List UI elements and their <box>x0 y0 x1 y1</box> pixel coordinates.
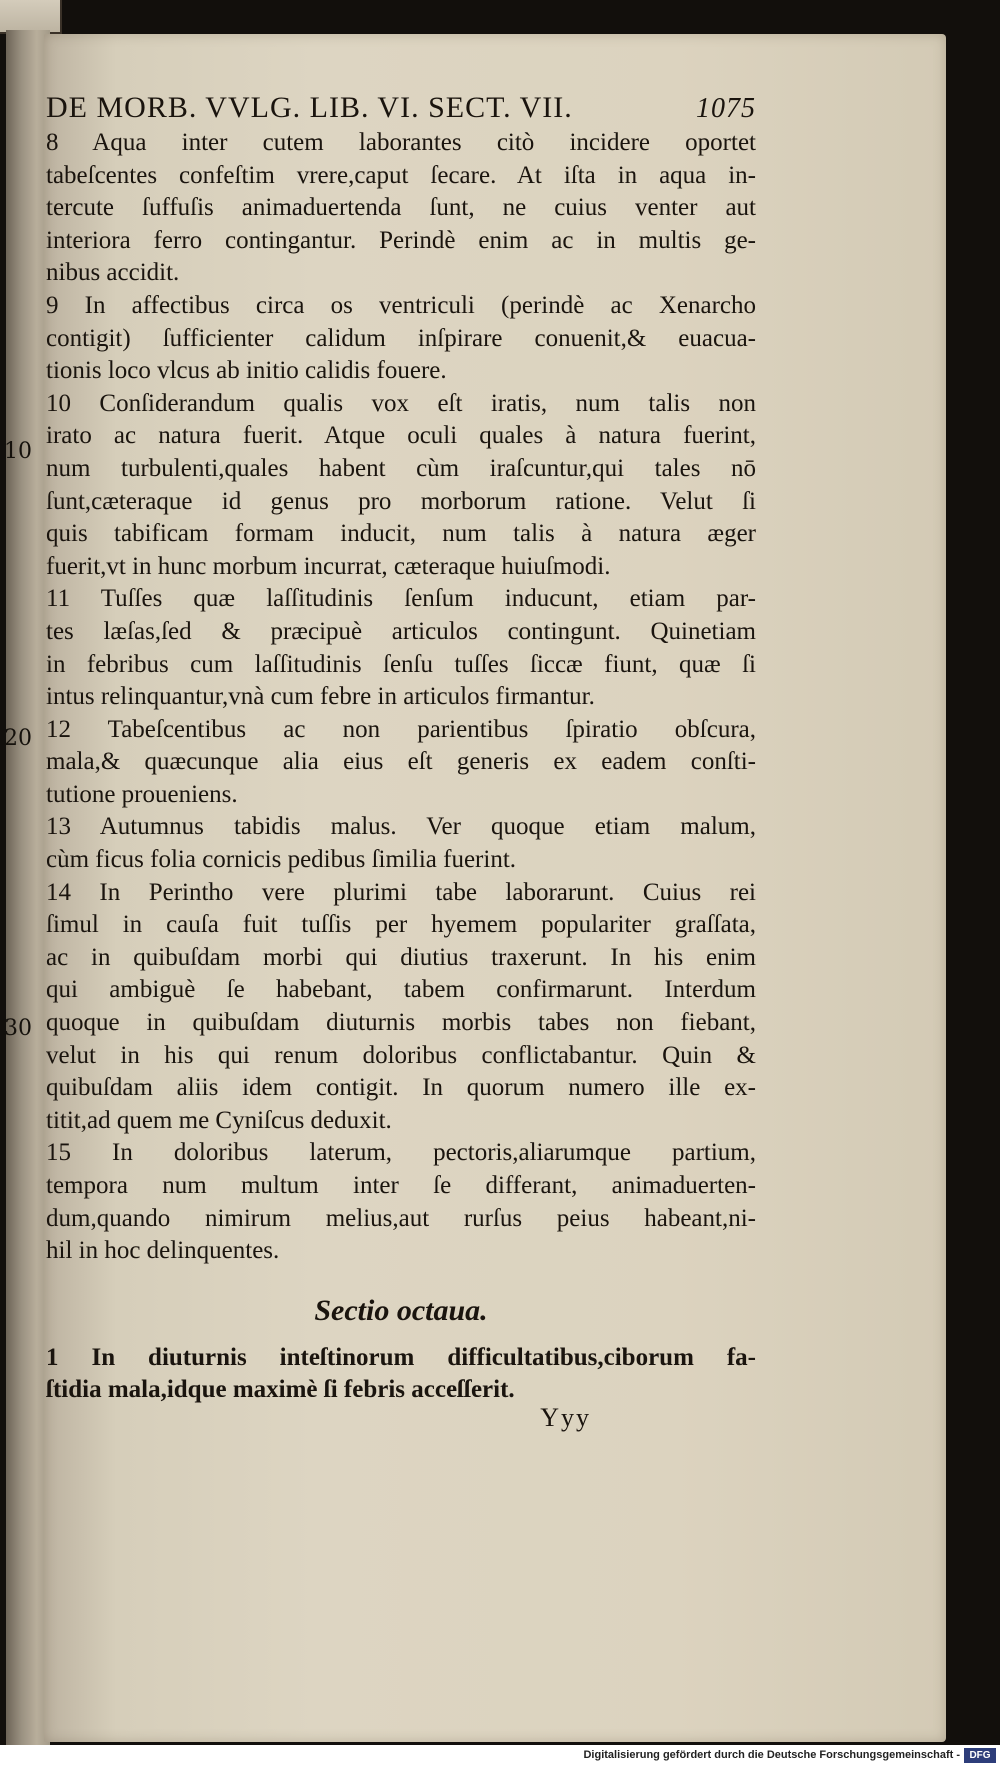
text-line: contigit) ſufficienter calidum inſpirare conuenit,& euacua- <box>46 324 756 352</box>
running-header <box>46 91 756 125</box>
text-line: 12 Tabeſcentibus ac non parientibus ſpiratio obſcura, <box>46 715 756 743</box>
signature-mark: Yyy <box>540 1402 591 1432</box>
text-line: tempora num multum inter ſe differant, animaduerten- <box>46 1172 756 1199</box>
text-line: in febribus cum laſſitudinis ſenſu tuſſes ſiccæ fiunt, quæ ſi <box>46 650 756 678</box>
text-line: quis tabificam formam inducit, num talis à natura æger <box>46 520 756 548</box>
section-heading: Sectio octaua. <box>314 1293 488 1327</box>
text-line: qui ambiguè ſe habebant, tabem confirmarunt. Interdum <box>46 976 756 1004</box>
text-line: tabeſcentes confeſtim vrere,caput ſecare. At iſta in aqua in- <box>46 161 756 189</box>
text-line: nibus accidit. <box>46 259 180 287</box>
body-text <box>46 127 756 1268</box>
text-line: 15 In doloribus laterum, pectoris,aliarumque partium, <box>46 1139 756 1167</box>
margin-line-number: 30 <box>4 1016 32 1041</box>
text-line: 9 In affectibus circa os ventriculi (perindè ac Xenarcho <box>46 291 756 319</box>
margin-line-number: 20 <box>4 726 32 751</box>
text-line: irato ac natura fuerit. Atque oculi quales à natura fuerint, <box>46 422 756 450</box>
text-line: num turbulenti,quales habent cùm iraſcuntur,qui tales nō <box>46 454 756 482</box>
text-line: interiora ferro contingantur. Perindè enim ac in multis ge- <box>46 226 756 254</box>
text-line: 10 Conſiderandum qualis vox eſt iratis, num talis non <box>46 389 756 417</box>
text-line: 13 Autumnus tabidis malus. Ver quoque etiam malum, <box>46 813 756 841</box>
text-line: tutione proueniens. <box>46 780 238 808</box>
text-line: fuerit,vt in hunc morbum incurrat, cæteraque huiuſmodi. <box>46 552 611 580</box>
page-number: 1075 <box>696 93 756 124</box>
text-line: 1 In diuturnis inteſtinorum difficultatibus,ciborum fa- <box>46 1343 756 1371</box>
text-line: quoque in quibuſdam diuturnis morbis tabes non fiebant, <box>46 1009 756 1037</box>
text-line: 14 In Perintho vere plurimi tabe laborarunt. Cuius rei <box>46 878 756 906</box>
page-corner <box>0 0 62 34</box>
text-line: hil in hoc delinquentes. <box>46 1237 280 1265</box>
margin-line-number: 10 <box>4 439 32 464</box>
text-line: 8 Aqua inter cutem laborantes citò incidere oportet <box>46 129 756 156</box>
text-line: tercute ſuffuſis animaduertenda ſunt, ne cuius venter aut <box>46 194 756 222</box>
text-line: dum,quando nimirum melius,aut rurſus peius habeant,ni- <box>46 1204 756 1232</box>
text-line: tionis loco vlcus ab initio calidis fouere. <box>46 357 447 385</box>
running-title: DE MORB. VVLG. LIB. VI. SECT. VII. <box>46 91 573 124</box>
page-content <box>46 91 756 1433</box>
text-line: tes læſas,ſed & præcipuè articulos contingunt. Quinetiam <box>46 617 756 645</box>
footer-credit: Digitalisierung gefördert durch die Deutsche Forschungsgemeinschaft - <box>583 1749 960 1761</box>
footer-bar <box>0 1745 1000 1768</box>
dfg-logo: DFG <box>964 1748 996 1763</box>
text-line: ac in quibuſdam morbi qui diutius traxerunt. In his enim <box>46 943 756 971</box>
text-line: titit,ad quem me Cyniſcus deduxit. <box>46 1106 392 1134</box>
text-line: intus relinquantur,vnà cum febre in articulos firmantur. <box>46 683 595 711</box>
section-text <box>46 1342 756 1407</box>
text-line: mala,& quæcunque alia eius eſt generis ex eadem conſti- <box>46 748 756 776</box>
text-line: quibuſdam aliis idem contigit. In quorum numero ille ex- <box>46 1074 756 1102</box>
text-line: cùm ficus folia cornicis pedibus ſimilia fuerint. <box>46 846 517 874</box>
text-line: ſtidia mala,idque maximè ſi febris acceſſerit. <box>46 1376 515 1404</box>
text-line: ſimul in cauſa fuit tuſſis per hyemem populariter graſſata, <box>46 911 756 939</box>
text-line: ſunt,cæteraque id genus pro morborum ratione. Velut ſi <box>46 487 756 515</box>
text-line: velut in his qui renum doloribus conflictabantur. Quin & <box>46 1041 756 1069</box>
text-line: 11 Tuſſes quæ laſſitudinis ſenſum inducunt, etiam par- <box>46 585 756 613</box>
